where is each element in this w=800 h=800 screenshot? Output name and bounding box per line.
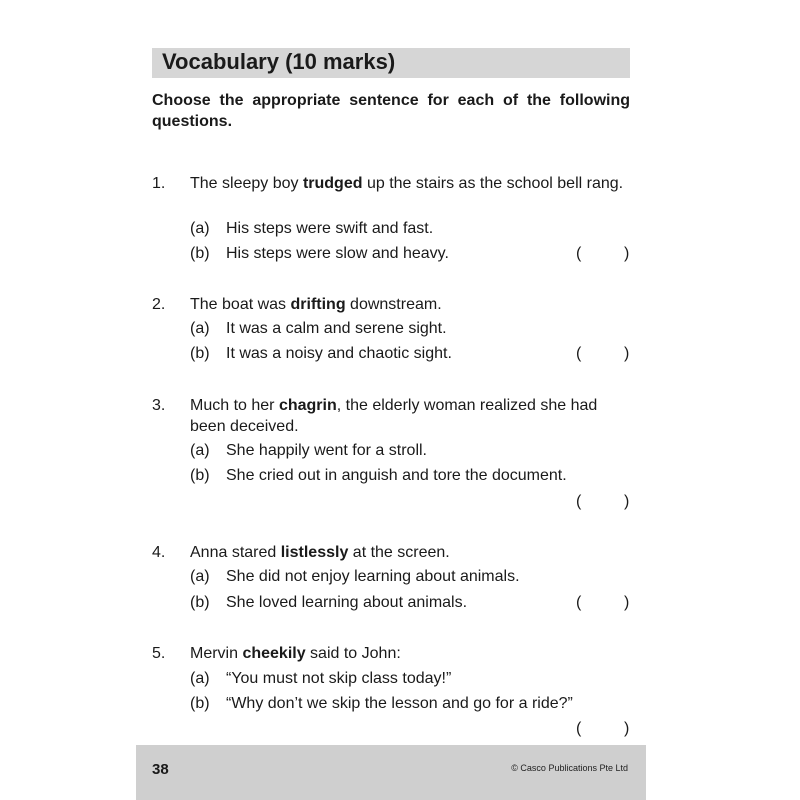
question-number: 5.: [152, 645, 166, 662]
question-stem: [190, 395, 630, 437]
answer-box-open: (: [576, 345, 582, 362]
stem-text: The sleepy boy: [190, 175, 303, 192]
option-a: [190, 440, 427, 461]
option-letter: (a): [190, 442, 210, 459]
option-a: [190, 218, 433, 239]
option-letter: (b): [190, 467, 210, 484]
stem-text: , the elderly woman realized she had been deceived.: [190, 397, 598, 435]
page-number: 38: [152, 761, 169, 778]
keyword: chagrin: [278, 397, 337, 414]
stem-text: downstream.: [345, 296, 442, 313]
instructions-line-1: Choose the appropriate sentence for each of the following: [152, 92, 630, 109]
option-letter: (a): [190, 320, 210, 337]
option-b: [190, 693, 573, 714]
option-a: [190, 668, 451, 689]
answer-box-open: (: [576, 720, 582, 737]
question-number: 3.: [152, 397, 166, 414]
option-letter: (b): [190, 345, 210, 362]
option-text: It was a noisy and chaotic sight.: [226, 345, 452, 362]
answer-box-open: (: [576, 594, 582, 611]
option-letter: (b): [190, 594, 210, 611]
question-stem: [190, 173, 630, 194]
option-a: [190, 318, 447, 339]
page-footer: [136, 745, 646, 800]
question-number: 1.: [152, 175, 166, 192]
question-number: 4.: [152, 544, 166, 561]
instructions-line-2: questions.: [152, 113, 233, 130]
option-text: His steps were slow and heavy.: [226, 245, 449, 262]
option-letter: (a): [190, 568, 210, 585]
stem-text: at the screen.: [348, 544, 450, 561]
answer-box-open: (: [576, 493, 582, 510]
question-stem: [190, 542, 630, 563]
answer-box-close: ): [624, 245, 630, 262]
keyword: cheekily: [242, 645, 306, 662]
option-text: It was a calm and serene sight.: [226, 320, 447, 337]
stem-text: Mervin: [190, 645, 243, 662]
option-letter: (a): [190, 670, 210, 687]
option-text: She loved learning about animals.: [226, 594, 468, 611]
stem-text: up the stairs as the school bell rang.: [362, 175, 624, 192]
answer-box-close: ): [624, 720, 630, 737]
copyright-notice: © Casco Publications Pte Ltd: [511, 763, 628, 773]
question-stem: [190, 294, 630, 315]
option-letter: (a): [190, 220, 210, 237]
option-b: [190, 343, 452, 364]
option-b: [190, 465, 567, 486]
stem-text: Much to her: [190, 397, 279, 414]
question-stem: [190, 643, 630, 664]
question-number: 2.: [152, 296, 166, 313]
instructions: [152, 90, 630, 132]
keyword: trudged: [302, 175, 363, 192]
option-text: She happily went for a stroll.: [226, 442, 427, 459]
stem-text: Anna stared: [190, 544, 281, 561]
section-title: Vocabulary (10 marks): [162, 49, 396, 74]
option-a: [190, 566, 520, 587]
answer-box-close: ): [624, 493, 630, 510]
option-text: She did not enjoy learning about animals.: [226, 568, 520, 585]
answer-box-close: ): [624, 594, 630, 611]
option-letter: (b): [190, 695, 210, 712]
stem-text: said to John:: [305, 645, 401, 662]
option-text: “You must not skip class today!”: [226, 670, 452, 687]
option-text: His steps were swift and fast.: [226, 220, 434, 237]
keyword: drifting: [290, 296, 346, 313]
option-b: [190, 592, 467, 613]
option-b: [190, 243, 449, 264]
answer-box-close: ): [624, 345, 630, 362]
section-title-bar: [152, 48, 630, 78]
option-text: She cried out in anguish and tore the document.: [226, 467, 567, 484]
option-text: “Why don’t we skip the lesson and go for a ride?”: [226, 695, 573, 712]
keyword: listlessly: [280, 544, 349, 561]
stem-text: The boat was: [190, 296, 291, 313]
option-letter: (b): [190, 245, 210, 262]
answer-box-open: (: [576, 245, 582, 262]
